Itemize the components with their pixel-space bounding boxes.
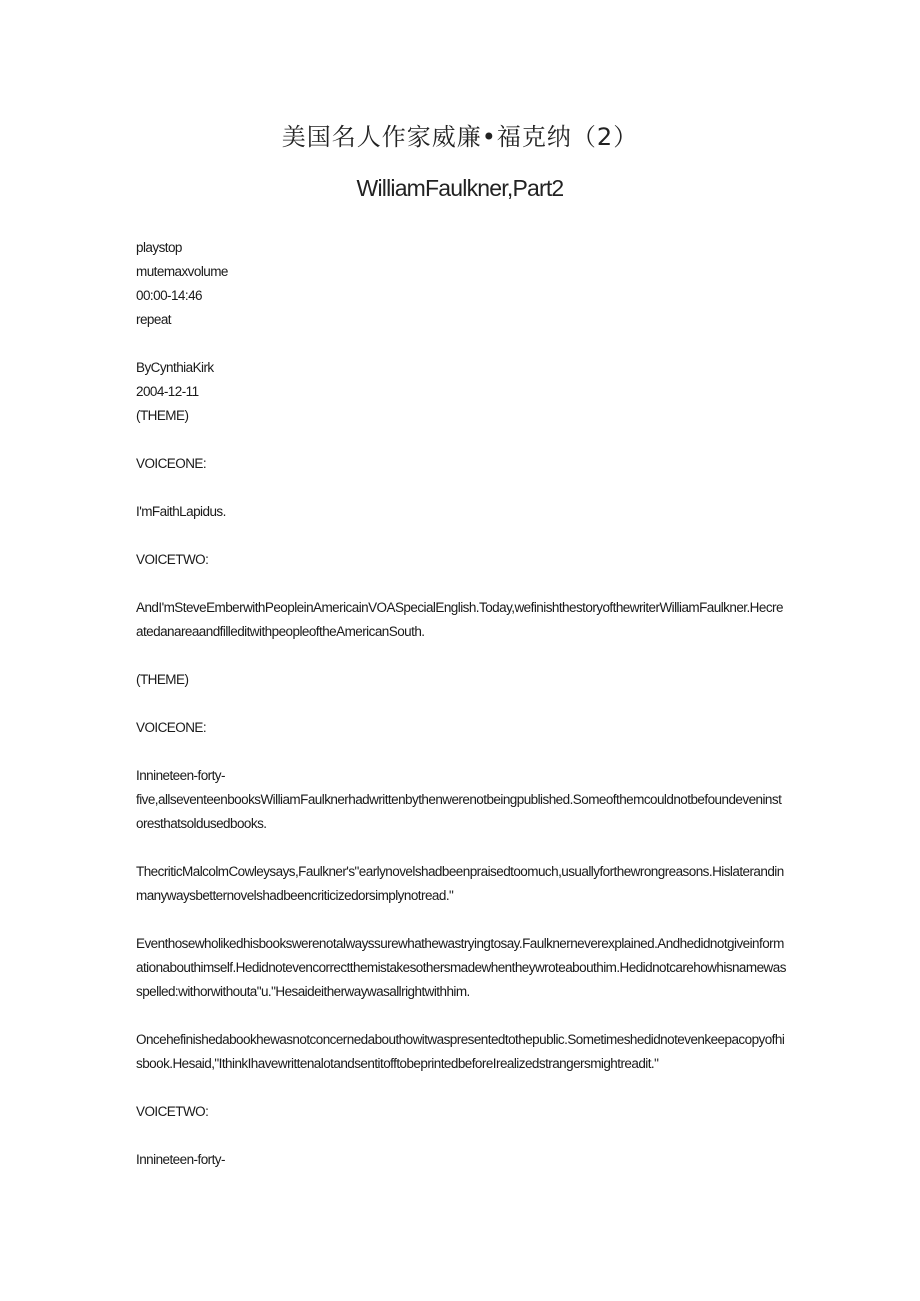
paragraph: I'mFaithLapidus.: [136, 504, 226, 519]
paragraph: Oncehefinishedabookhewasnotconcernedabouthowitwaspresentedtothepublic.Sometimeshedidnotevenkeepacopyofhisbook.Hesaid,"IthinkIhavewrittenalotandsentitofftobeprintedbeforeIrealizedstrangersmightreadit.": [136, 1032, 785, 1071]
player-time: 00:00-14:46: [136, 288, 203, 303]
theme-label: (THEME): [136, 672, 189, 687]
page-title-english: WilliamFaulkner,Part2: [356, 175, 564, 201]
document-content: [136, 236, 786, 1196]
player-volume[interactable]: mutemaxvolume: [136, 264, 228, 279]
paragraph: Innineteen-forty-: [136, 1152, 225, 1167]
audio-player-text: [136, 236, 786, 332]
byline: ByCynthiaKirk: [136, 360, 214, 375]
article-meta: [136, 356, 786, 428]
speaker-voice-two: VOICETWO:: [136, 552, 209, 567]
player-play-stop[interactable]: playstop: [136, 240, 182, 255]
theme-label: (THEME): [136, 408, 189, 423]
paragraph: AndI'mSteveEmberwithPeopleinAmericainVOASpecialEnglish.Today,wefinishthestoryofthewriterWilliamFaulkner.HecreatedanareaandfilleditwithpeopleoftheAmericanSouth.: [136, 600, 783, 639]
paragraph-line: five,allseventeenbooksWilliamFaulknerhadwrittenbythenwerenotbeingpublished.Someofthemcouldnotbefoundeveninstoresthatsoldusedbooks.: [136, 792, 782, 831]
paragraph: [136, 764, 786, 836]
page-title-chinese: 美国名人作家威廉•福克纳（2）: [281, 123, 639, 151]
paragraph: Eventhosewholikedhisbookswerenotalwayssurewhathewastryingtosay.Faulknerneverexplained.Andhedidnotgiveinformationabouthimself.Hedidnotevencorrectthemistakesothersmadewhentheywroteabouthim.Hedidnotcarehowhisnamewasspelled:withorwithouta"u."Hesaideitherwaywasallrightwithhim.: [136, 936, 786, 999]
date: 2004-12-11: [136, 384, 199, 399]
speaker-voice-two: VOICETWO:: [136, 1104, 209, 1119]
paragraph: ThecriticMalcolmCowleysays,Faulkner's"earlynovelshadbeenpraisedtoomuch,usuallyforthewrongreasons.Hislaterandinmanywaysbetternovelshadbeencriticizedorsimplynotread.": [136, 864, 784, 903]
speaker-voice-one: VOICEONE:: [136, 456, 207, 471]
paragraph-line: Innineteen-forty-: [136, 768, 225, 783]
player-repeat[interactable]: repeat: [136, 312, 171, 327]
speaker-voice-one: VOICEONE:: [136, 720, 207, 735]
